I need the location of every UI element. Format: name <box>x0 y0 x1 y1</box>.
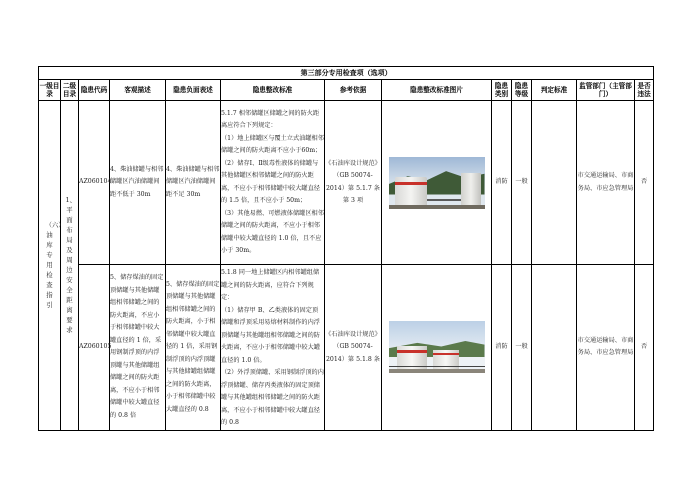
reference-basis: 《石油库设计规范》（GB 50074-2014）第 5.1.8 条 <box>325 265 382 431</box>
table-title: 第三部分专用检查项（选项） <box>39 67 654 80</box>
hazard-grade: 一般 <box>512 265 532 431</box>
negative-desc: 4、柴油储罐与相邻储罐区汽油储罐间距不足 30m <box>166 101 221 265</box>
header-row <box>39 80 654 101</box>
violation-flag: 否 <box>635 265 654 431</box>
header-objective: 客观描述 <box>110 80 166 101</box>
violation-flag: 否 <box>635 101 654 265</box>
criteria <box>532 101 577 265</box>
supervising-department: 市交通运输局、市商务局、市应急管理局 <box>577 101 635 265</box>
supervising-department: 市交通运输局、市商务局、市应急管理局 <box>577 265 635 431</box>
header-level2: 二级目录 <box>61 80 79 101</box>
hazard-category: 消防 <box>492 101 512 265</box>
standard-image-cell <box>382 101 492 265</box>
header-department: 监管部门（主管部门） <box>577 80 635 101</box>
table-row <box>39 265 654 431</box>
header-standard: 隐患整改标准 <box>221 80 325 101</box>
hazard-code: AZ060105 <box>79 265 110 431</box>
rectification-standard: 5.1.7 相邻储罐区储罐之间的防火距离应符合下列规定： （1）地上储罐区与覆土立式油罐相邻储罐之间的防火距离不应小于60m； （2）储存Ⅰ、Ⅱ级毒性液体的储罐与其他储罐区相邻储罐之间的防火距离，不应小于相邻储罐中较大罐直径的 1.5 倍，且不应小于 50m； （3）其他易燃、可燃液体储罐区相邻储罐之间的防火距离，不应小于相邻储罐中较大罐直径的 1.0 倍，且不应小于 30m。 <box>221 101 325 265</box>
hazard-grade: 一般 <box>512 101 532 265</box>
header-level1: 一级目录 <box>39 80 61 101</box>
standard-image-cell <box>382 265 492 431</box>
level1-text: （六）油库专用检查指引 <box>45 221 65 310</box>
header-category: 隐患类别 <box>492 80 512 101</box>
level2-text: 1、平面布局及周边安全距离要求 <box>65 196 76 335</box>
rectification-standard: 5.1.8 同一地上储罐区内相邻罐组储罐之间的防火距离，应符合下列规定： （1）储存甲 B、乙类液体的固定顶储罐和浮顶采用易熔材料制作的内浮顶储罐与其他罐组相邻储罐之间的防火距离，不应小于相邻储罐中较大罐直径的 1.0 倍。 （2）外浮顶储罐、采用钢制浮顶的内浮顶储罐、储存丙类液体的固定顶储罐与其他罐组相邻储罐之间的防火距离，不应小于相邻储罐中较大罐直径的 0.8 <box>221 265 325 431</box>
oil-tank-photo <box>389 321 485 373</box>
header-negative: 隐患负面表述 <box>166 80 221 101</box>
level1-cell <box>39 101 65 431</box>
hazard-code: AZ060104 <box>79 101 110 265</box>
objective-desc: 4、柴油储罐与相邻储罐区汽油储罐间距不低于 30m <box>110 101 166 265</box>
negative-desc: 5、储存煤油的固定顶储罐与其他储罐组相邻储罐之间的防火距离，小于相邻储罐中较大罐直径的 1 倍，采用钢制浮顶的内浮顶罐与其他储罐组储罐之间的防火距离，小于相邻储罐中较大罐直径的 0.8 <box>166 265 221 431</box>
header-reference: 参考依据 <box>325 80 382 101</box>
reference-basis: 《石油库设计规范》（GB 50074-2014）第 5.1.7 条第 3 项 <box>325 101 382 265</box>
table-row <box>39 101 654 265</box>
header-criteria: 判定标准 <box>532 80 577 101</box>
inspection-table <box>38 66 654 431</box>
objective-desc: 5、储存煤油的固定顶储罐与其他储罐组相邻储罐之间的防火距离，不应小于相邻储罐中较大罐直径的 1 倍，采用钢制浮顶的内浮顶罐与其他储罐组储罐之间的防火距离，不应小于相邻储罐中较大罐直径的 0.8 倍 <box>110 265 166 431</box>
header-code: 隐患代码 <box>79 80 110 101</box>
criteria <box>532 265 577 431</box>
hazard-category: 消防 <box>492 265 512 431</box>
header-violation: 是否违法 <box>635 80 654 101</box>
header-image: 隐患整改标准图片 <box>382 80 492 101</box>
level2-cell <box>61 101 79 431</box>
oil-tank-photo <box>389 157 485 209</box>
header-grade: 隐患等级 <box>512 80 532 101</box>
